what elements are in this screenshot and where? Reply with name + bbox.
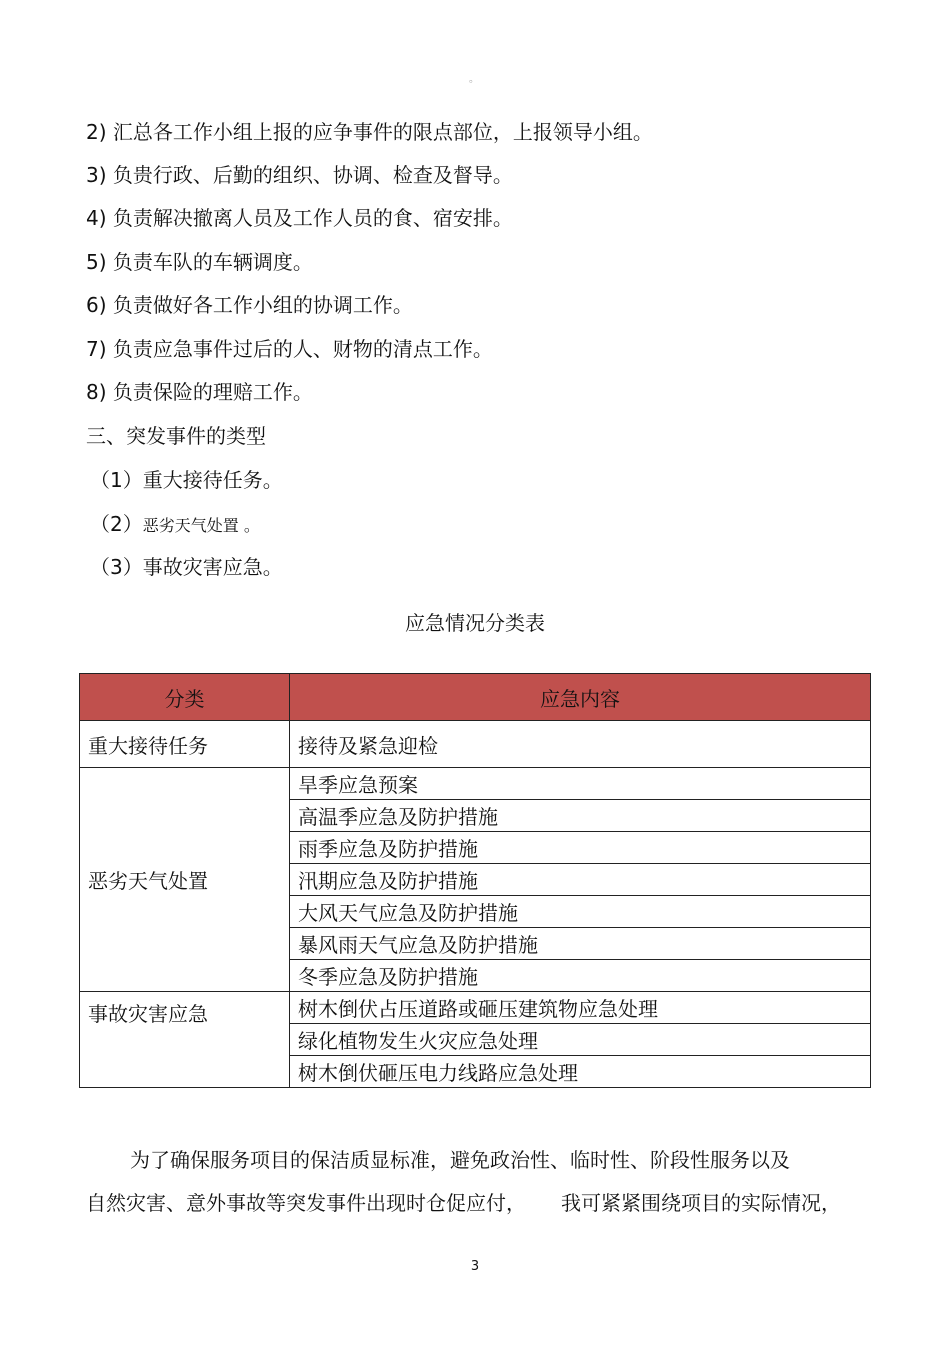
table-row [80,768,871,800]
paragraph-line-1: 为了确保服务项目的保洁质显标准，避免政治性、临时性、阶段性服务以及 [130,1148,790,1172]
content-cell: 旱季应急预案 [290,768,871,800]
top-mark: 。 [469,74,479,85]
table-row [80,721,871,768]
type-item-2-prefix: （2） [90,512,143,536]
content-cell: 暴风雨天气应急及防护措施 [290,928,871,960]
category-cell: 事故灾害应急 [80,992,290,1088]
content-cell: 汛期应急及防护措施 [290,864,871,896]
header-content: 应急内容 [290,674,871,721]
content-cell: 接待及紧急迎检 [290,721,871,768]
category-cell: 重大接待任务 [80,721,290,768]
list-item: 7) 负责应急事件过后的人、财物的清点工作。 [86,337,493,361]
page-number: 3 [470,1259,480,1274]
paragraph-line-2a: 自然灾害、意外事故等突发事件出现时仓促应付， [86,1191,526,1215]
category-cell: 恶劣天气处置 [80,768,290,992]
list-item: 3) 负贵行政、后勤的组织、协调、检查及督导。 [86,163,513,187]
paragraph-line-2b: 我可紧紧围绕项目的实际情况， [561,1191,841,1215]
table-header-row [80,674,871,721]
table-row [80,992,871,1024]
content-cell: 树木倒伏占压道路或砸压建筑物应急处理 [290,992,871,1024]
list-item: 2) 汇总各工作小组上报的应争事件的限点部位，上报领导小组。 [86,120,653,144]
list-item: 8) 负责保险的理赔工作。 [86,380,313,404]
content-cell: 大风天气应急及防护措施 [290,896,871,928]
emergency-classification-table [79,673,871,1088]
content-cell: 树木倒伏砸压电力线路应急处理 [290,1056,871,1088]
list-item: 4) 负责解决撤离人员及工作人员的食、宿安排。 [86,206,513,230]
table-title: 应急情况分类表 [405,611,545,635]
section-heading: 三、突发事件的类型 [86,424,266,448]
content-cell: 高温季应急及防护措施 [290,800,871,832]
content-cell: 雨季应急及防护措施 [290,832,871,864]
content-cell: 冬季应急及防护措施 [290,960,871,992]
header-category: 分类 [80,674,290,721]
type-item-1: （1）重大接待任务。 [90,468,283,492]
type-item-3: （3）事故灾害应急。 [90,555,283,579]
list-item: 5) 负责车队的车辆调度。 [86,250,313,274]
content-cell: 绿化植物发生火灾应急处理 [290,1024,871,1056]
list-item: 6) 负责做好各工作小组的协调工作。 [86,293,413,317]
type-item-2-text: 恶劣天气处置 [142,516,239,535]
type-item-2-suffix: 。 [238,516,260,535]
type-item-2 [90,510,260,540]
